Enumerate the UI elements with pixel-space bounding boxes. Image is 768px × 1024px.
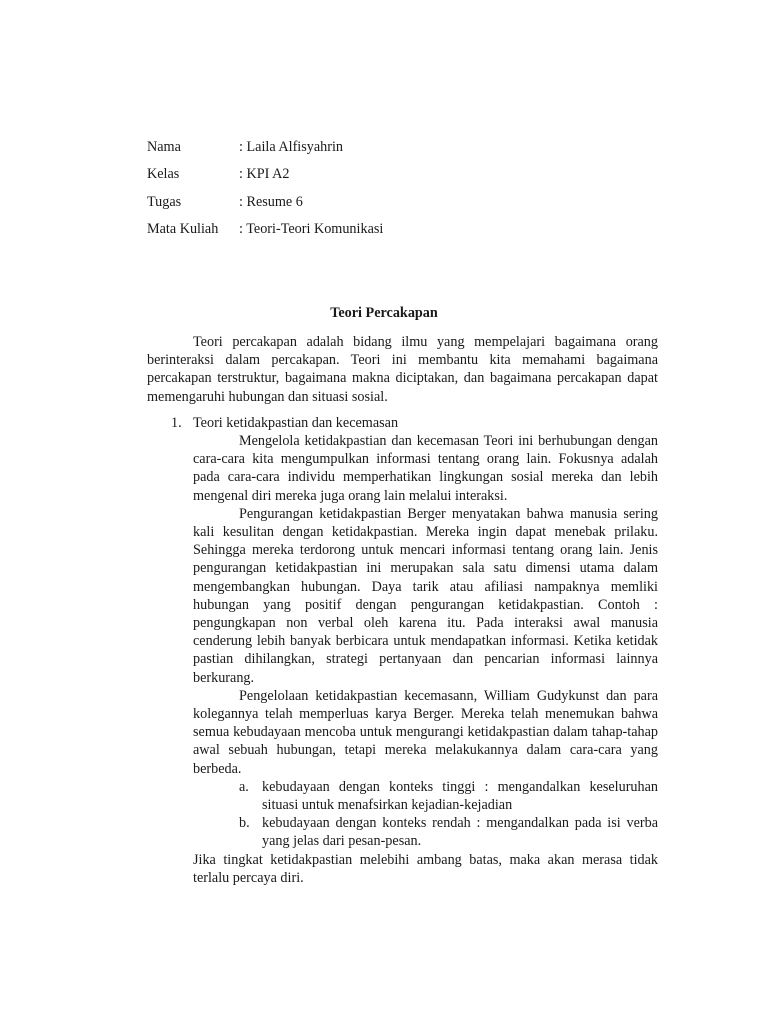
body-paragraph: Mengelola ketidakpastian dan kecemasan Teori ini berhubungan dengan cara-cara kita mengumpulkan informasi tentang orang lain. Fokusnya adalah pada cara-cara individu memperhatikan lingkungan sosial mereka dan lebih mengenal diri mereka juga orang lain melalui interaksi. <box>193 433 658 504</box>
lettered-list <box>193 778 658 851</box>
identity-row-task <box>147 193 383 211</box>
identity-value: : Teori-Teori Komunikasi <box>239 220 384 237</box>
lettered-item <box>193 814 658 850</box>
list-item-number: 1. <box>171 414 182 431</box>
body-paragraph: Pengelolaan ketidakpastian kecemasann, William Gudykunst dan para kolegannya telah memperluas karya Berger. Mereka telah menemukan bahwa semua kebudayaan mencoba untuk mengurangi ketidakpastian dalam tahap-tahap awal sebuah hubungan, tetapi mereka melakukannya dalam cara-cara yang berbeda. <box>193 687 658 777</box>
lettered-item-letter: a. <box>239 778 249 795</box>
list-item-heading <box>147 414 658 432</box>
identity-row-name <box>147 138 383 156</box>
intro-paragraph: Teori percakapan adalah bidang ilmu yang mempelajari bagaimana orang berinteraksi dalam percakapan. Teori ini membantu kita memahami bagaimana percakapan terstruktur, bagaimana makna diciptakan, dan bagaimana percakapan dapat memengaruhi hubungan dan situasi sosial. <box>147 334 658 405</box>
closing-paragraph: Jika tingkat ketidakpastian melebihi ambang batas, maka akan merasa tidak terlalu percaya diri. <box>193 851 658 886</box>
identity-row-course <box>147 220 383 238</box>
list-item-body <box>147 432 658 887</box>
identity-value: : Laila Alfisyahrin <box>239 139 344 155</box>
identity-label: Nama <box>147 139 181 155</box>
document-title: Teori Percakapan <box>330 305 438 321</box>
numbered-list <box>147 414 658 887</box>
identity-value: : Resume 6 <box>239 193 303 210</box>
lettered-item-text: kebudayaan dengan konteks rendah : mengandalkan pada isi verba yang jelas dari pesan-pesan. <box>262 815 658 850</box>
document-body <box>147 333 658 887</box>
identity-label: Mata Kuliah <box>147 220 219 237</box>
identity-label: Kelas <box>147 166 180 183</box>
list-item-title: Teori ketidakpastian dan kecemasan <box>193 414 399 431</box>
lettered-item <box>193 778 658 814</box>
lettered-item-letter: b. <box>239 815 250 832</box>
identity-row-class <box>147 165 383 183</box>
identity-block <box>147 138 383 247</box>
identity-value: : KPI A2 <box>239 166 290 183</box>
body-paragraph: Pengurangan ketidakpastian Berger menyatakan bahwa manusia sering kali kesulitan dengan ketidakpastian. Mereka ingin dapat menebak prilaku. Sehingga mereka terdorong untuk mencari informasi tentang orang lain. Jenis pengurangan ketidakpastian ini merupakan sala satu dimensi utama dalam mengembangkan hubungan. Daya tarik atau afiliasi nampaknya memliki hubungan yang positif dengan pengurangan ketidakpastian. Contoh : pengungkapan non verbal oleh karena itu. Pada interaksi awal manusia cenderung lebih banyak berbicara untuk mendapatkan informasi. Ketika ketidak pastian dihilangkan, strategi pertanyaan dan pencarian informasi lainnya berkurang. <box>193 505 658 686</box>
lettered-item-text: kebudayaan dengan konteks tinggi : mengandalkan keseluruhan situasi untuk menafsirkan kejadian-kejadian <box>262 778 658 814</box>
identity-label: Tugas <box>147 193 182 210</box>
